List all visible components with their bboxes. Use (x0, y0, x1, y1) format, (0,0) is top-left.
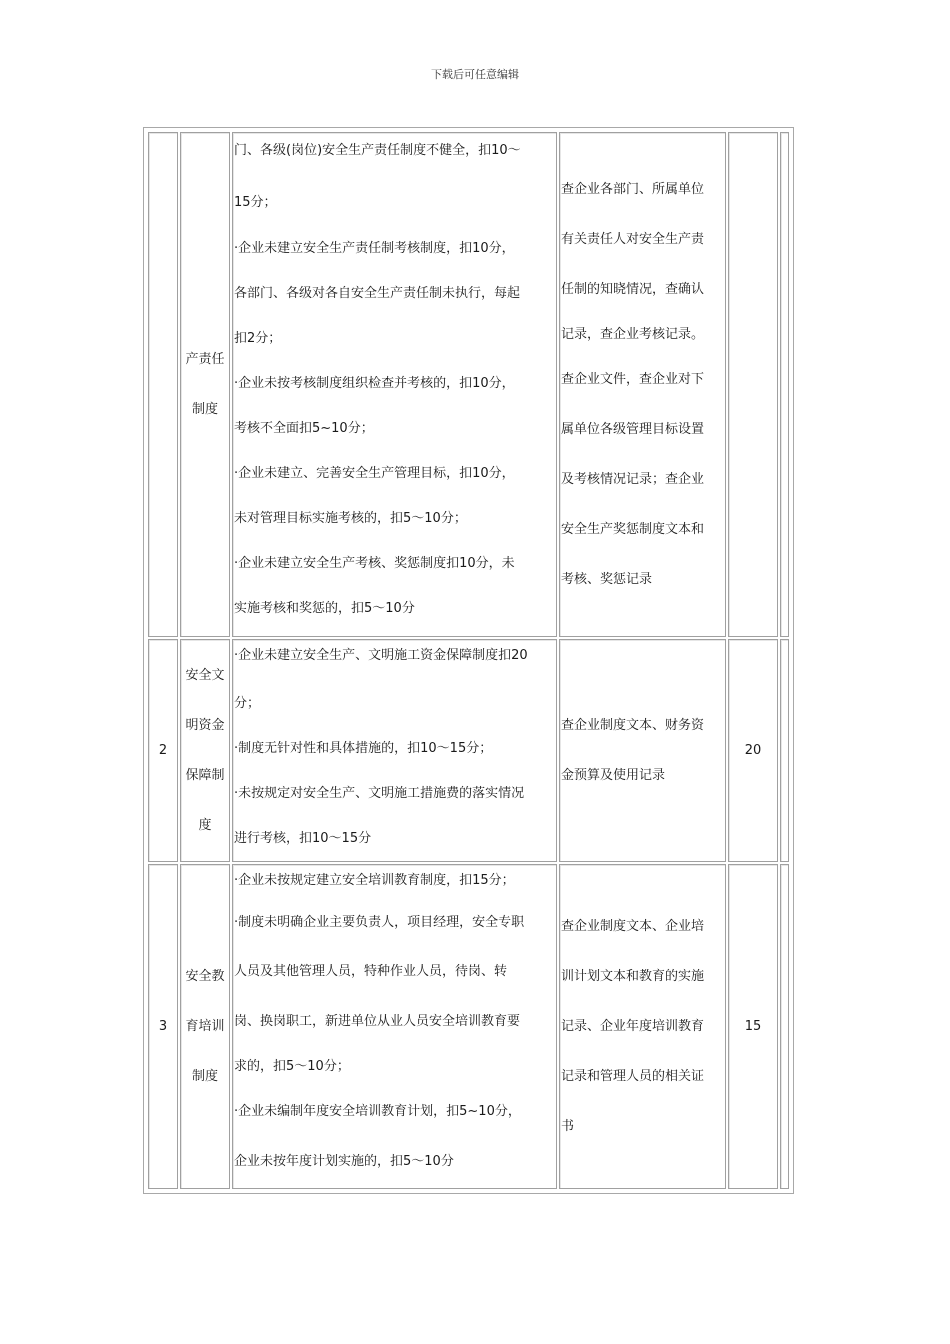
table-row (148, 132, 789, 637)
review-line: 任制的知晓情况，查确认 (561, 281, 705, 297)
item-name-line: 安全文 (185, 667, 225, 683)
item-name-line: 制度 (191, 401, 218, 417)
criteria-line: 15分； (234, 194, 277, 210)
spacer-cell (780, 132, 789, 637)
review-line: 训计划文本和教育的实施 (561, 968, 705, 984)
item-name-line: 度 (198, 817, 212, 833)
review-line: 金预算及使用记录 (561, 767, 666, 783)
item-name-cell (180, 864, 230, 1189)
criteria-line: ·企业未建立、完善安全生产管理目标，扣10分， (234, 465, 515, 481)
item-name-line: 明资金 (185, 717, 225, 733)
criteria-line: ·企业未编制年度安全培训教育计划，扣5~10分， (234, 1103, 521, 1119)
criteria-line: ·未按规定对安全生产、文明施工措施费的落实情况 (234, 785, 525, 801)
criteria-line: 各部门、各级对各自安全生产责任制未执行，每起 (234, 285, 521, 301)
item-name-cell (180, 639, 230, 862)
deduction-criteria-cell (232, 132, 557, 637)
criteria-line: 岗、换岗职工，新进单位从业人员安全培训教育要 (234, 1013, 521, 1029)
review-line: 查企业文件，查企业对下 (561, 371, 705, 387)
review-line: 考核、奖惩记录 (561, 571, 653, 587)
assessment-grid (146, 130, 791, 1191)
review-line: 查企业制度文本、企业培 (561, 918, 705, 934)
deduction-criteria-cell (232, 864, 557, 1189)
criteria-line: 企业未按年度计划实施的，扣5～10分 (234, 1153, 454, 1169)
criteria-line: ·企业未建立安全生产、文明施工资金保障制度扣20 (234, 647, 528, 663)
spacer-cell (780, 864, 789, 1189)
criteria-line: ·制度无针对性和具体措施的，扣10～15分； (234, 740, 493, 756)
review-line: 查企业各部门、所属单位 (561, 181, 705, 197)
criteria-line: ·企业未建立安全生产考核、奖惩制度扣10分，未 (234, 555, 515, 571)
criteria-line: 人员及其他管理人员，特种作业人员，待岗、转 (234, 963, 508, 979)
review-line: 安全生产奖惩制度文本和 (561, 521, 705, 537)
criteria-line: 扣2分； (234, 330, 282, 346)
item-name-cell (180, 132, 230, 637)
criteria-line: ·制度未明确企业主要负责人，项目经理，安全专职 (234, 914, 525, 930)
review-line: 查企业制度文本、财务资 (561, 717, 705, 733)
spacer-cell (780, 639, 789, 862)
review-line: 属单位各级管理目标设置 (561, 421, 705, 437)
review-line: 及考核情况记录；查企业 (561, 471, 705, 487)
review-line: 有关责任人对安全生产责 (561, 231, 705, 247)
criteria-line: 实施考核和奖惩的，扣5～10分 (234, 600, 415, 616)
criteria-line: 分； (234, 695, 261, 711)
item-name-line: 制度 (191, 1068, 218, 1084)
review-method-cell (559, 864, 726, 1189)
row-number: 2 (148, 639, 178, 862)
criteria-line: ·企业未按规定建立安全培训教育制度，扣15分； (234, 872, 515, 888)
row-number: 3 (148, 864, 178, 1189)
table-row (148, 864, 789, 1189)
criteria-line: 门、各级(岗位)安全生产责任制度不健全，扣10～ (234, 142, 521, 158)
review-line: 书 (561, 1118, 575, 1134)
page-header-note: 下载后可任意编辑 (431, 68, 519, 81)
score-cell: 15 (728, 864, 778, 1189)
review-line: 记录，查企业考核记录。 (561, 326, 705, 342)
item-name-line: 育培训 (185, 1018, 225, 1034)
item-name-line: 安全教 (185, 968, 225, 984)
criteria-line: ·企业未按考核制度组织检查并考核的，扣10分， (234, 375, 515, 391)
review-line: 记录、企业年度培训教育 (561, 1018, 705, 1034)
deduction-criteria-cell (232, 639, 557, 862)
criteria-line: 求的，扣5～10分； (234, 1058, 350, 1074)
review-line: 记录和管理人员的相关证 (561, 1068, 705, 1084)
criteria-line: 进行考核，扣10～15分 (234, 830, 372, 846)
criteria-line: ·企业未建立安全生产责任制考核制度，扣10分， (234, 240, 515, 256)
score-cell: 20 (728, 639, 778, 862)
item-name-line: 保障制 (185, 767, 225, 783)
table-row (148, 639, 789, 862)
review-method-cell (559, 132, 726, 637)
item-name-line: 产责任 (185, 351, 225, 367)
criteria-line: 未对管理目标实施考核的，扣5～10分； (234, 510, 467, 526)
review-method-cell (559, 639, 726, 862)
criteria-line: 考核不全面扣5~10分； (234, 420, 374, 436)
row-number (148, 132, 178, 637)
assessment-table (143, 127, 794, 1194)
score-cell (728, 132, 778, 637)
